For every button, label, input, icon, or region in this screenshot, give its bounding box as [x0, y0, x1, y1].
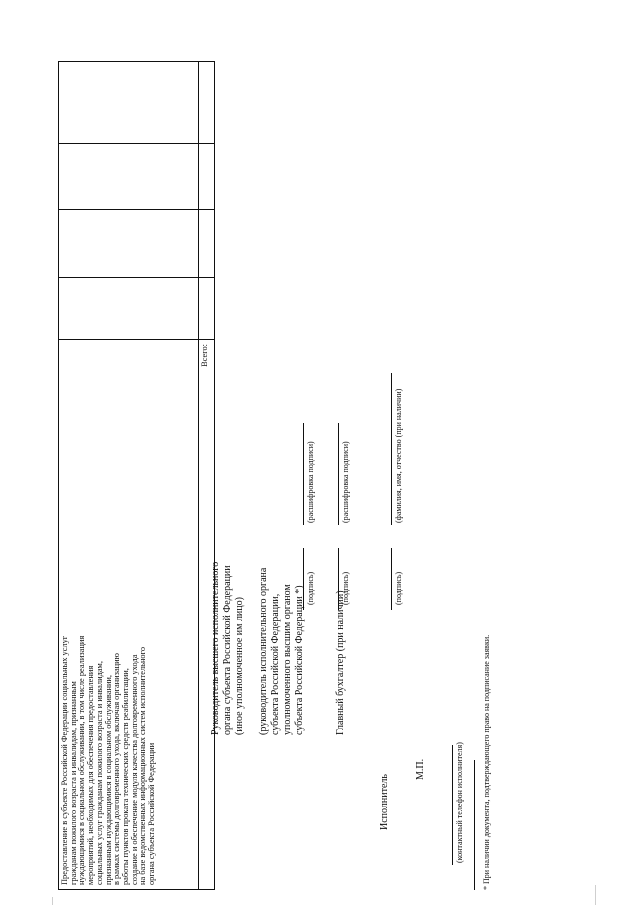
- head-alt-line: уполномоченного высшим органом: [282, 584, 293, 735]
- head-label-line: Руководитель высшего исполнительного: [210, 561, 221, 735]
- description-line: на базе ведомственных информационных систем исполнительного: [138, 646, 148, 885]
- scan-artifact: [52, 897, 53, 905]
- accountant-decode-caption: (расшифровка подписи): [341, 441, 350, 523]
- description-line: создание и обеспечение модуля качества долговременного ухода: [129, 654, 139, 885]
- head-alt-label: [258, 568, 306, 735]
- table-cell: [199, 278, 215, 340]
- head-signature-line: [303, 548, 304, 610]
- stamp-placeholder: М.П.: [415, 758, 426, 780]
- table-cell: [199, 210, 215, 278]
- executor-signature-line: [391, 548, 392, 610]
- head-label-line: органа субъекта Российской Федерации: [222, 565, 233, 735]
- table-cell: [59, 210, 199, 278]
- description-line: Предоставление в субъекте Российской Федерации социальных услуг: [60, 635, 69, 885]
- head-decode-caption: (расшифровка подписи): [306, 441, 315, 523]
- table-cell: [59, 278, 199, 340]
- funding-table: [58, 61, 215, 890]
- table-row: [59, 62, 199, 890]
- description-line: органа субъекта Российской Федерации: [147, 742, 157, 885]
- description-line: в рамках системы долговременного ухода, включая организацию: [112, 653, 122, 885]
- description-line: признанным нуждающимися в социальном обслуживании,: [103, 675, 113, 885]
- head-alt-line: субъекта Российской Федерации,: [270, 593, 281, 735]
- table-cell: [199, 62, 215, 144]
- total-label: Всего:: [199, 340, 215, 890]
- accountant-signature-caption: (подпись): [341, 571, 350, 605]
- table-row-total: [199, 62, 215, 890]
- head-alt-line: (руководитель исполнительного органа: [258, 567, 269, 735]
- description-line: нуждающимися в социальном обслуживании, в том числе реализация: [77, 635, 87, 885]
- description-line: гражданам пожилого возраста и инвалидам, признанным: [68, 681, 78, 885]
- table-cell: [59, 62, 199, 144]
- head-decode-line: [303, 423, 304, 525]
- table-cell: [59, 144, 199, 210]
- phone-line: [452, 745, 453, 865]
- footnote: * При наличии документа, подтверждающего право на подписание заявки.: [482, 634, 491, 890]
- accountant-signature-line: [338, 548, 339, 610]
- description-line: мероприятий, необходимых для обеспечения предоставления: [86, 665, 96, 885]
- description-line: социальных услуг гражданам пожилого возраста и инвалидам,: [94, 661, 104, 885]
- executor-signature-caption: (подпись): [394, 571, 403, 605]
- executor-decode-caption: (фамилия, имя, отчество (при наличии): [394, 388, 403, 523]
- accountant-decode-line: [338, 423, 339, 525]
- executor-decode-line: [391, 373, 392, 525]
- head-label-line: (иное уполномоченное им лицо): [234, 597, 245, 735]
- head-signature-caption: (подпись): [306, 571, 315, 605]
- phone-caption: (контактный телефон исполнителя): [455, 742, 464, 863]
- head-alt-line: субъекта Российской Федерации *): [294, 585, 305, 735]
- accountant-label: Главный бухгалтер (при наличии): [335, 590, 346, 735]
- footnote-separator: [474, 760, 475, 890]
- scan-artifact: [595, 885, 596, 905]
- table-cell: [199, 144, 215, 210]
- head-label: [210, 562, 246, 735]
- executor-label: Исполнитель: [379, 774, 390, 830]
- description-line: работы пунктов проката технических средств реабилитации,: [120, 668, 130, 885]
- description-cell: [59, 340, 199, 890]
